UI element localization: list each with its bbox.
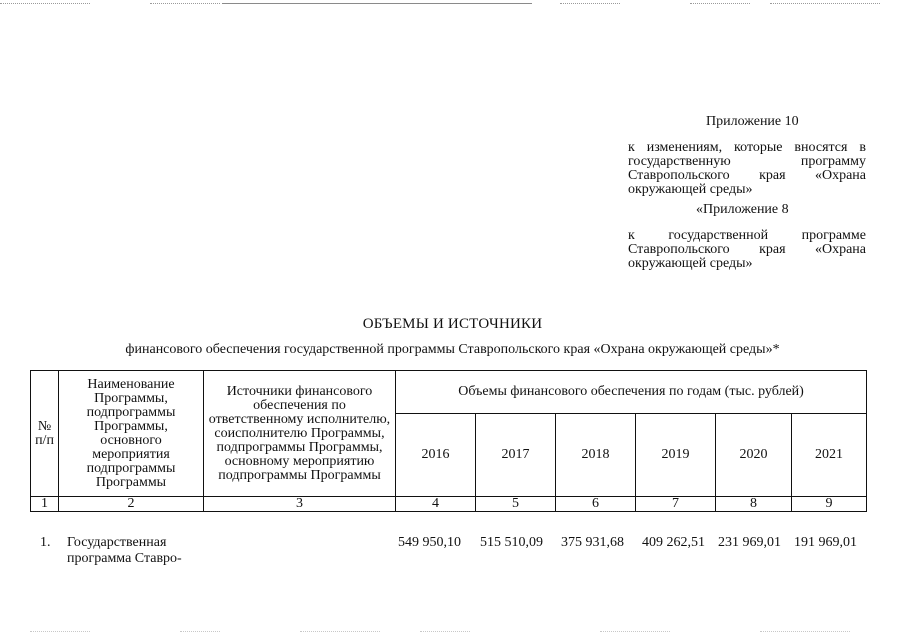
header-year: 2021	[792, 414, 867, 497]
column-number: 1	[31, 497, 59, 512]
row-value-2018: 375 931,68	[561, 535, 624, 550]
header-year: 2017	[476, 414, 556, 497]
header-volumes: Объемы финансового обеспечения по годам (тыс. рублей)	[396, 371, 867, 414]
row-number: 1.	[40, 535, 51, 550]
scan-artifact-bottom	[0, 630, 905, 634]
column-number: 6	[556, 497, 636, 512]
column-number: 3	[204, 497, 396, 512]
column-number: 9	[792, 497, 867, 512]
appendix-text-amendments: к изменениям, которые вносятся в государственную программу Ставропольского края «Охрана окружающей среды»	[628, 140, 866, 197]
column-number: 5	[476, 497, 556, 512]
appendix-subtitle: «Приложение 8	[696, 202, 789, 217]
row-value-2020: 231 969,01	[718, 535, 781, 550]
header-year: 2020	[716, 414, 792, 497]
appendix-text-program: к государственной программе Ставропольского края «Охрана окружающей среды»	[628, 228, 866, 271]
scan-artifact-top	[0, 2, 905, 6]
header-year: 2018	[556, 414, 636, 497]
row-name: Государственная программа Ставро-	[67, 535, 182, 566]
header-year: 2019	[636, 414, 716, 497]
document-subtitle: финансового обеспечения государственной программы Ставропольского края «Охрана окружающей среды»*	[125, 342, 780, 357]
column-number: 4	[396, 497, 476, 512]
header-name: Наименование Программы, подпрограммы Программы, основного мероприятия подпрограммы Программы	[59, 371, 204, 497]
appendix-title: Приложение 10	[706, 114, 799, 129]
header-source: Источники финансового обеспечения по ответственному исполнителю, соисполнителю Программы, подпрограммы Программы, основному мероприятию подпрограммы Программы	[204, 371, 396, 497]
financing-table	[30, 370, 867, 512]
row-value-2017: 515 510,09	[480, 535, 543, 550]
column-number: 8	[716, 497, 792, 512]
header-year: 2016	[396, 414, 476, 497]
document-title: ОБЪЕМЫ И ИСТОЧНИКИ	[362, 316, 543, 332]
column-number: 2	[59, 497, 204, 512]
column-number: 7	[636, 497, 716, 512]
row-value-2021: 191 969,01	[794, 535, 857, 550]
row-value-2016: 549 950,10	[398, 535, 461, 550]
table-row	[0, 535, 905, 575]
header-num: № п/п	[31, 371, 59, 497]
row-value-2019: 409 262,51	[642, 535, 705, 550]
